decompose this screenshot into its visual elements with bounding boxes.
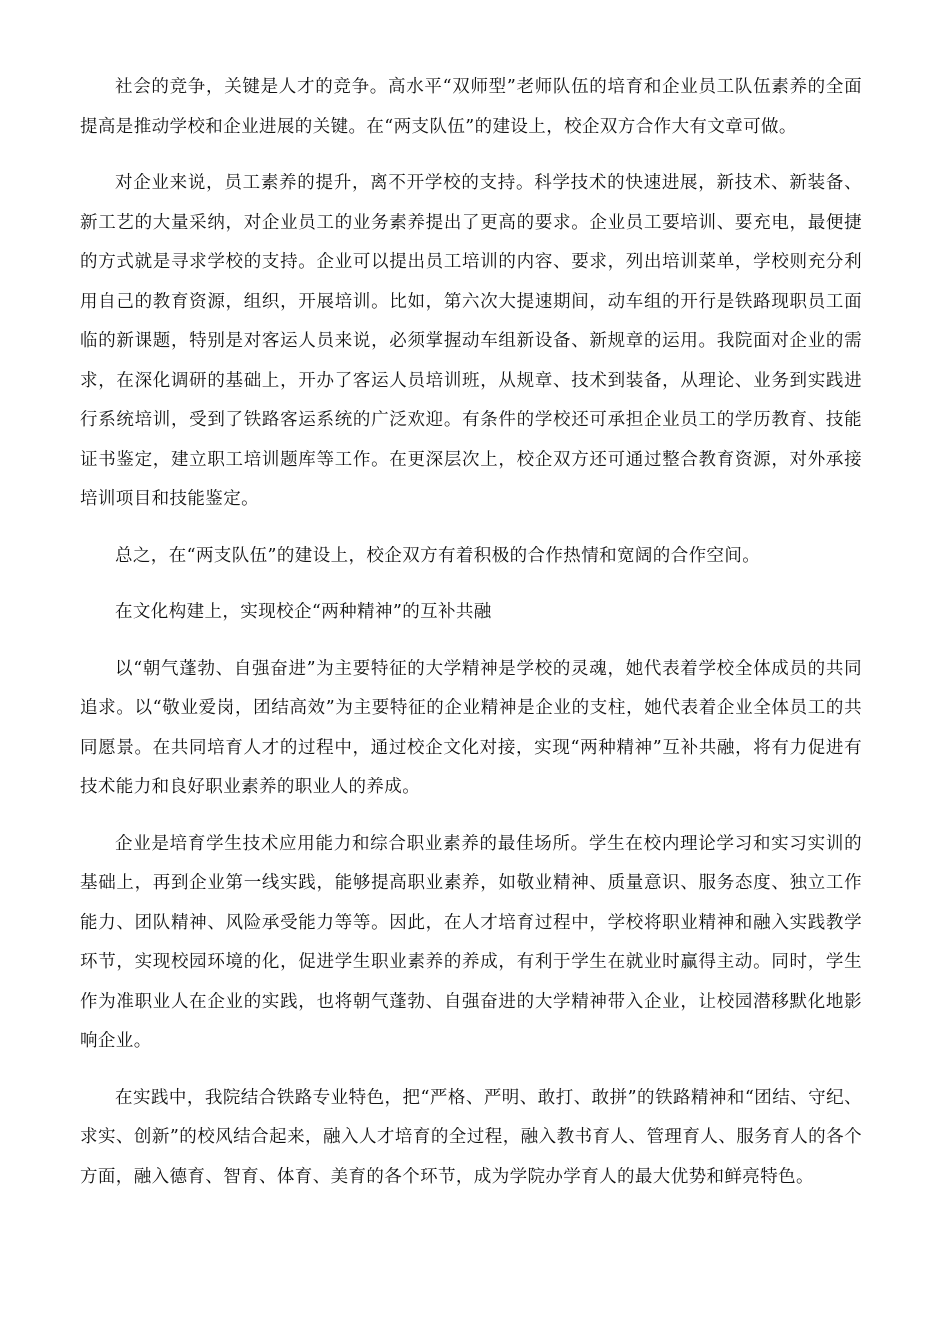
paragraph-summary: 总之，在“两支队伍”的建设上，校企双方有着积极的合作热情和宽阔的合作空间。 [115, 545, 761, 566]
paragraph-university-spirit: 以“朝气蓬勃、自强奋进”为主要特征的大学精神是学校的灵魂，她代表着学校全体成员的共同追求。以“敬业爱岗，团结高效”为主要特征的企业精神是企业的支柱，她代表着企业全体员工的共同愿景。在共同培育人才的过程中，通过校企文化对接，实现“两种精神”互补共融，将有力促进有技术能力和良好职业素养的职业人的养成。 [80, 658, 862, 797]
paragraph-talent-competition: 社会的竞争，关键是人才的竞争。高水平“双师型”老师队伍的培育和企业员工队伍素养的全面提高是推动学校和企业进展的关键。在“两支队伍”的建设上，校企双方合作大有文章可做。 [80, 77, 862, 137]
paragraph-enterprise-practice: 企业是培育学生技术应用能力和综合职业素养的最佳场所。学生在校内理论学习和实习实训的基础上，再到企业第一线实践，能够提高职业素养，如敬业精神、质量意识、服务态度、独立工作能力、团队精神、风险承受能力等等。因此，在人才培育过程中，学校将职业精神和融入实践教学环节，实现校园环境的化，促进学生职业素养的养成，有利于学生在就业时赢得主动。同时，学生作为准职业人在企业的实践，也将朝气蓬勃、自强奋进的大学精神带入企业，让校园潜移默化地影响企业。 [80, 833, 862, 1051]
section-heading-two-spirits: 在文化构建上，实现校企“两种精神”的互补共融 [115, 602, 492, 622]
paragraph-employee-training: 对企业来说，员工素养的提升，离不开学校的支持。科学技术的快速进展，新技术、新装备、新工艺的大量采纳，对企业员工的业务素养提出了更高的要求。企业员工要培训、要充电，最便捷的方式就是寻求学校的支持。企业可以提出员工培训的内容、要求，列出培训菜单，学校则充分利用自己的教育资源，组织，开展培训。比如，第六次大提速期间，动车组的开行是铁路现职员工面临的新课题，特别是对客运人员来说，必须掌握动车组新设备、新规章的运用。我院面对企业的需求，在深化调研的基础上，开办了客运人员培训班，从规章、技术到装备，从理论、业务到实践进行系统培训，受到了铁路客运系统的广泛欢迎。有条件的学校还可承担企业员工的学历教育、技能证书鉴定，建立职工培训题库等工作。在更深层次上，校企双方还可通过整合教育资源，对外承接培训项目和技能鉴定。 [80, 173, 862, 509]
paragraph-railway-spirit: 在实践中，我院结合铁路专业特色，把“严格、严明、敢打、敢拼”的铁路精神和“团结、守纪、求实、创新”的校风结合起来，融入人才培育的全过程，融入教书育人、管理育人、服务育人的各个方面，融入德育、智育、体育、美育的各个环节，成为学院办学育人的最大优势和鲜亮特色。 [80, 1087, 862, 1187]
document-page [80, 68, 862, 1214]
